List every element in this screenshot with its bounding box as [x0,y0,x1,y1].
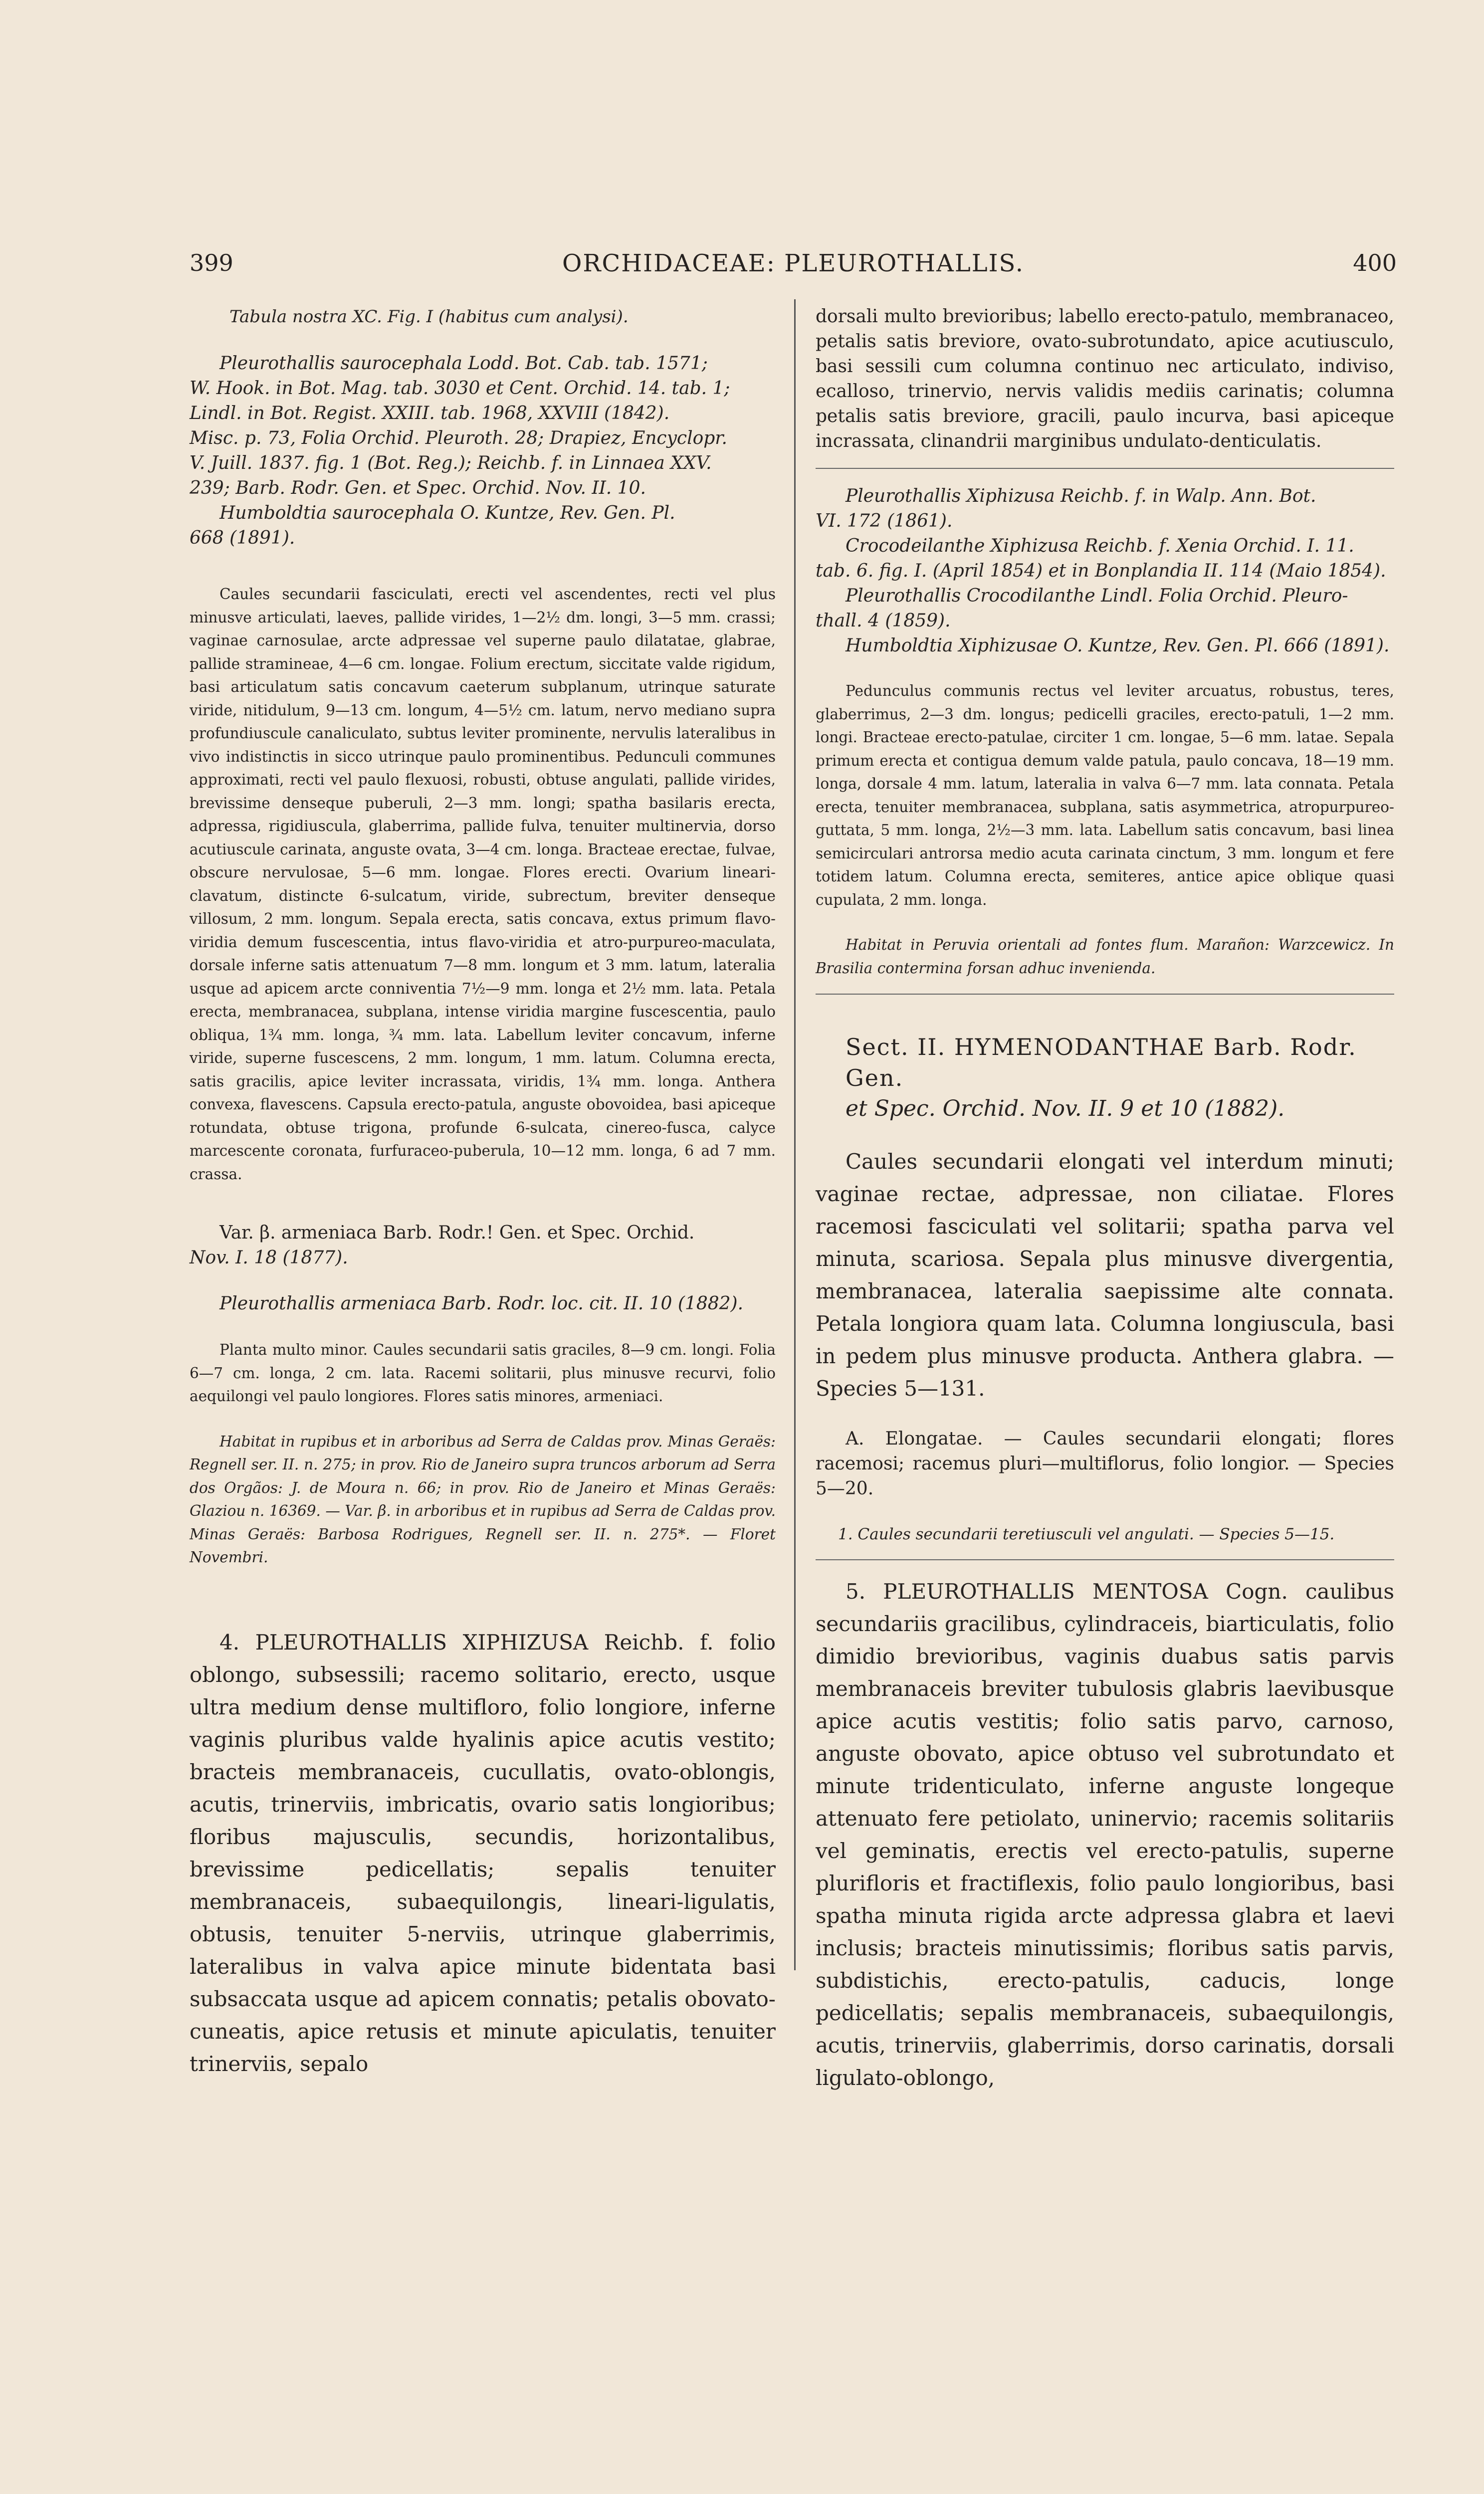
synonymy-line: Crocodeilanthe Xiphizusa Reichb. f. Xenia Orchid. I. 11. [846,536,1354,556]
section-heading-line: et Spec. Orchid. Nov. II. 9 et 10 (1882). [846,1096,1285,1121]
separator-line [816,1559,1394,1560]
habitat-paragraph: Habitat in Peruvia orientali ad fontes flum. Marañon: Warzcewicz. In Brasilia contermina forsan adhuc invenienda. [816,936,1394,977]
synonymy-line: Lindl. in Bot. Regist. XXIII. tab. 1968, XXVIII (1842). [190,403,670,423]
synonymy-line: W. Hook. in Bot. Mag. tab. 3030 et Cent. Orchid. 14. tab. 1; [190,378,730,399]
variety-line: Var. β. armeniaca Barb. Rodr.! Gen. et Spec. Orchid. [219,1223,695,1243]
synonymy-line: thall. 4 (1859). [816,611,951,631]
page-number-left: 399 [190,249,233,276]
synonymy-line: 239; Barb. Rodr. Gen. et Spec. Orchid. Nov. II. 10. [190,478,646,498]
synonymy-line: 668 (1891). [190,528,295,548]
synonymy-line: Pleurothallis saurocephala Lodd. Bot. Cab. tab. 1571; [219,353,708,374]
description-paragraph: Caules secundarii fasciculati, erecti vel ascendentes, recti vel plus minusve articulati, laeves, pallide virides, 1—2½ dm. longi, 3—5 mm. crassi; vaginae carnosulae, arcte adpressae vel superne paulo dilatatae, glabrae, pallide stramineae, 4—6 cm. longae. Folium erectum, siccitate valde rigidum, basi articulatum satis concavum caeterum subplanum, utrinque saturate viride, nitidulum, 9—13 cm. longum, 4—5½ cm. latum, nervo mediano supra profundiuscule canaliculato, subtus leviter prominente, nervulis lateralibus in vivo indistinctis in sicco utrinque paulo prominentibus. Pedunculi communes approximati, recti vel paulo flexuosi, robusti, obtuse angulati, pallide virides, brevissime denseque puberuli, 2—3 mm. longi; spatha basilaris erecta, adpressa, rigidiuscula, glaberrima, pallide fulva, tenuiter multinervia, dorso acutiuscule carinata, anguste ovata, 3—4 cm. longa. Bracteae erectae, fulvae, obscure nervulosae, 5—6 mm. longae. Flores erecti. Ovarium lineari-clavatum, distincte 6-sulcatum, viride, subrectum, breviter denseque villosum, 2 mm. longum. Sepala erecta, satis concava, extus primum flavo-viridia demum fuscescentia, intus flavo-viridia et atro-purpureo-maculata, dorsale inferne satis attenuatum 7—8 mm. longum et 3 mm. latum, lateralia usque ad apicem arcte conniventia 7½—9 mm. longa et 2½ mm. lata. Petala erecta, membranacea, subplana, intense viridia margine fuscescentia, paulo obliqua, 1¾ mm. longa, ¾ mm. lata. Labellum leviter concavum, inferne viride, superne fuscescens, 2 mm. longum, 1 mm. latum. Columna erecta, satis gracilis, apice leviter incrassata, viridis, 1¾ mm. longa. Anthera convexa, flavescens. Capsula erecto-patula, anguste obovoidea, basi apiceque rotundata, obtuse trigona, profunde 6-sulcata, cinereo-fusca, calyce marcescente coronata, furfuraceo-puberula, 10—12 mm. longa, 6 ad 7 mm. crassa. [190,586,776,1183]
habitat-paragraph: Habitat in rupibus et in arboribus ad Serra de Caldas prov. Minas Geraës: Regnell ser. II. n. 275; in prov. Rio de Janeiro supra truncos arborum ad Serra dos Orgãos: J. de Moura n. 66; in prov. Rio de Janeiro et Minas Geraës: Glaziou n. 16369. — Var. β. in arboribus et in rupibus ad Serra de Caldas prov. Minas Geraës: Barbosa Rodrigues, Regnell ser. II. n. 275*. — Floret Novembri. [190,1433,776,1566]
synonymy-block [816,484,1394,658]
section-heading [846,1032,1394,1124]
variety-heading [190,1221,776,1270]
subsection-description: A. Elongatae. — Caules secundarii elongati; flores racemosi; racemus pluri—multiflorus, folio longior. — Species 5—20. [816,1429,1394,1499]
synonymy-line: Humboldtia saurocephala O. Kuntze, Rev. Gen. Pl. [219,503,675,523]
running-title: ORCHIDACEAE: PLEUROTHALLIS. [562,249,1024,277]
synonymy-line: V. Juill. 1837. fig. 1 (Bot. Reg.); Reichb. f. in Linnaea XXV. [190,453,712,473]
section-description: Caules secundarii elongati vel interdum minuti; vaginae rectae, adpressae, non ciliatae. Flores racemosi fasciculati vel solitarii; spatha parva vel minuta, scariosa. Sepala plus minusve divergentia, membranacea, lateralia saepissime alte connata. Petala longiora quam lata. Columna longiuscula, basi in pedem plus minusve producta. Anthera glabra. — Species 5—131. [816,1149,1394,1401]
page-number-right: 400 [1353,249,1397,276]
continued-description: dorsali multo brevioribus; labello erecto-patulo, membranaceo, petalis satis breviore, ovato-subrotundato, apice acutiusculo, basi sessili cum columna continuo nec articulato, indiviso, ecalloso, trinervio, nervis validis mediis carinatis; columna petalis satis breviore, gracili, paulo incurva, basi apiceque incrassata, clinandrii marginibus undulato-denticulatis. [816,306,1394,451]
key-line: 1. Caules secundarii teretiusculi vel angulati. — Species 5—15. [838,1525,1335,1543]
synonymy-block [190,351,776,551]
column-divider [794,299,796,1970]
description-paragraph: Pedunculus communis rectus vel leviter arcuatus, robustus, teres, glaberrimus, 2—3 dm. longus; pedicelli graciles, erecto-patuli, 1—2 mm. longi. Bracteae erecto-patulae, circiter 1 cm. longae, 5—6 mm. latae. Sepala primum erecta et contigua demum valde patula, paulo concava, 18—19 mm. longa, dorsale 4 mm. latum, lateralia in valva 6—7 mm. lata connata. Petala erecta, tenuiter membranacea, subplana, satis asymmetrica, atropurpureo-guttata, 5 mm. longa, 2½—3 mm. lata. Labellum satis concavum, basi linea semicirculari antrorsa medio acuta carinata cinctum, 3 mm. longum et fere totidem latum. Columna erecta, semiteres, antice apice oblique quasi cupulata, 2 mm. longa. [816,682,1394,908]
species-4-description: 4. PLEUROTHALLIS XIPHIZUSA Reichb. f. folio oblongo, subsessili; racemo solitario, erecto, usque ultra medium dense multifloro, folio longiore, inferne vaginis pluribus valde hyalinis apice acutis vestito; bracteis membranaceis, cucullatis, ovato-oblongis, acutis, trinerviis, imbricatis, ovario satis longioribus; floribus majusculis, secundis, horizontalibus, brevissime pedicellatis; sepalis tenuiter membranaceis, subaequilongis, lineari-ligulatis, obtusis, tenuiter 5-nerviis, utrinque glaberrimis, lateralibus in valva apice minute bidentata basi subsaccata usque ad apicem connatis; petalis obovato-cuneatis, apice retusis et minute apiculatis, tenuiter trinerviis, sepalo [190,1630,776,2076]
synonymy-line: VI. 172 (1861). [816,511,953,531]
synonymy-line: Pleurothallis Crocodilanthe Lindl. Folia Orchid. Pleuro- [846,586,1348,606]
section-heading-line: Sect. II. HYMENODANTHAE Barb. Rodr. Gen. [846,1034,1357,1091]
synonymy-line: tab. 6. fig. I. (April 1854) et in Bonplandia II. 114 (Maio 1854). [816,561,1386,581]
separator-line [816,994,1394,995]
synonymy-line: Humboldtia Xiphizusae O. Kuntze, Rev. Gen. Pl. 666 (1891). [846,635,1390,656]
variety-description: Planta multo minor. Caules secundarii satis graciles, 8—9 cm. longi. Folia 6—7 cm. longa, 2 cm. lata. Racemi solitarii, plus minusve recurvi, folio aequilongi vel paulo longiores. Flores satis minores, armeniaci. [190,1341,776,1405]
synonymy-line: Pleurothallis Xiphizusa Reichb. f. in Walp. Ann. Bot. [846,486,1316,506]
page-header [190,249,1397,289]
right-column [816,304,1394,2094]
variety-line: Nov. I. 18 (1877). [190,1247,348,1268]
left-column [190,304,776,2080]
species-5-description: 5. PLEUROTHALLIS MENTOSA Cogn. caulibus secundariis gracilibus, cylindraceis, biarticulatis, folio dimidio brevioribus, vaginis duabus satis parvis membranaceis breviter tubulosis glabris laevibusque apice acutis vestitis; folio satis parvo, carnoso, anguste obovato, apice obtuso vel subrotundato et minute tridenticulato, inferne anguste longeque attenuato fere petiolato, uninervio; racemis solitariis vel geminatis, erectis vel erecto-patulis, superne plurifloris et fractiflexis, folio paulo longioribus, basi spatha minuta rigida arcte adpressa glabra et laevi inclusis; bracteis minutissimis; floribus satis parvis, subdistichis, erecto-patulis, caducis, longe pedicellatis; sepalis membranaceis, subaequilongis, acutis, trinerviis, glaberrimis, dorso carinatis, dorsali ligulato-oblongo, [816,1579,1394,2090]
plate-reference: Tabula nostra XC. Fig. I (habitus cum analysi). [229,307,629,327]
synonymy-line: Misc. p. 73, Folia Orchid. Pleuroth. 28; Drapiez, Encyclopr. [190,428,727,448]
variety-synonym: Pleurothallis armeniaca Barb. Rodr. loc. cit. II. 10 (1882). [219,1293,744,1314]
separator-line [816,468,1394,469]
